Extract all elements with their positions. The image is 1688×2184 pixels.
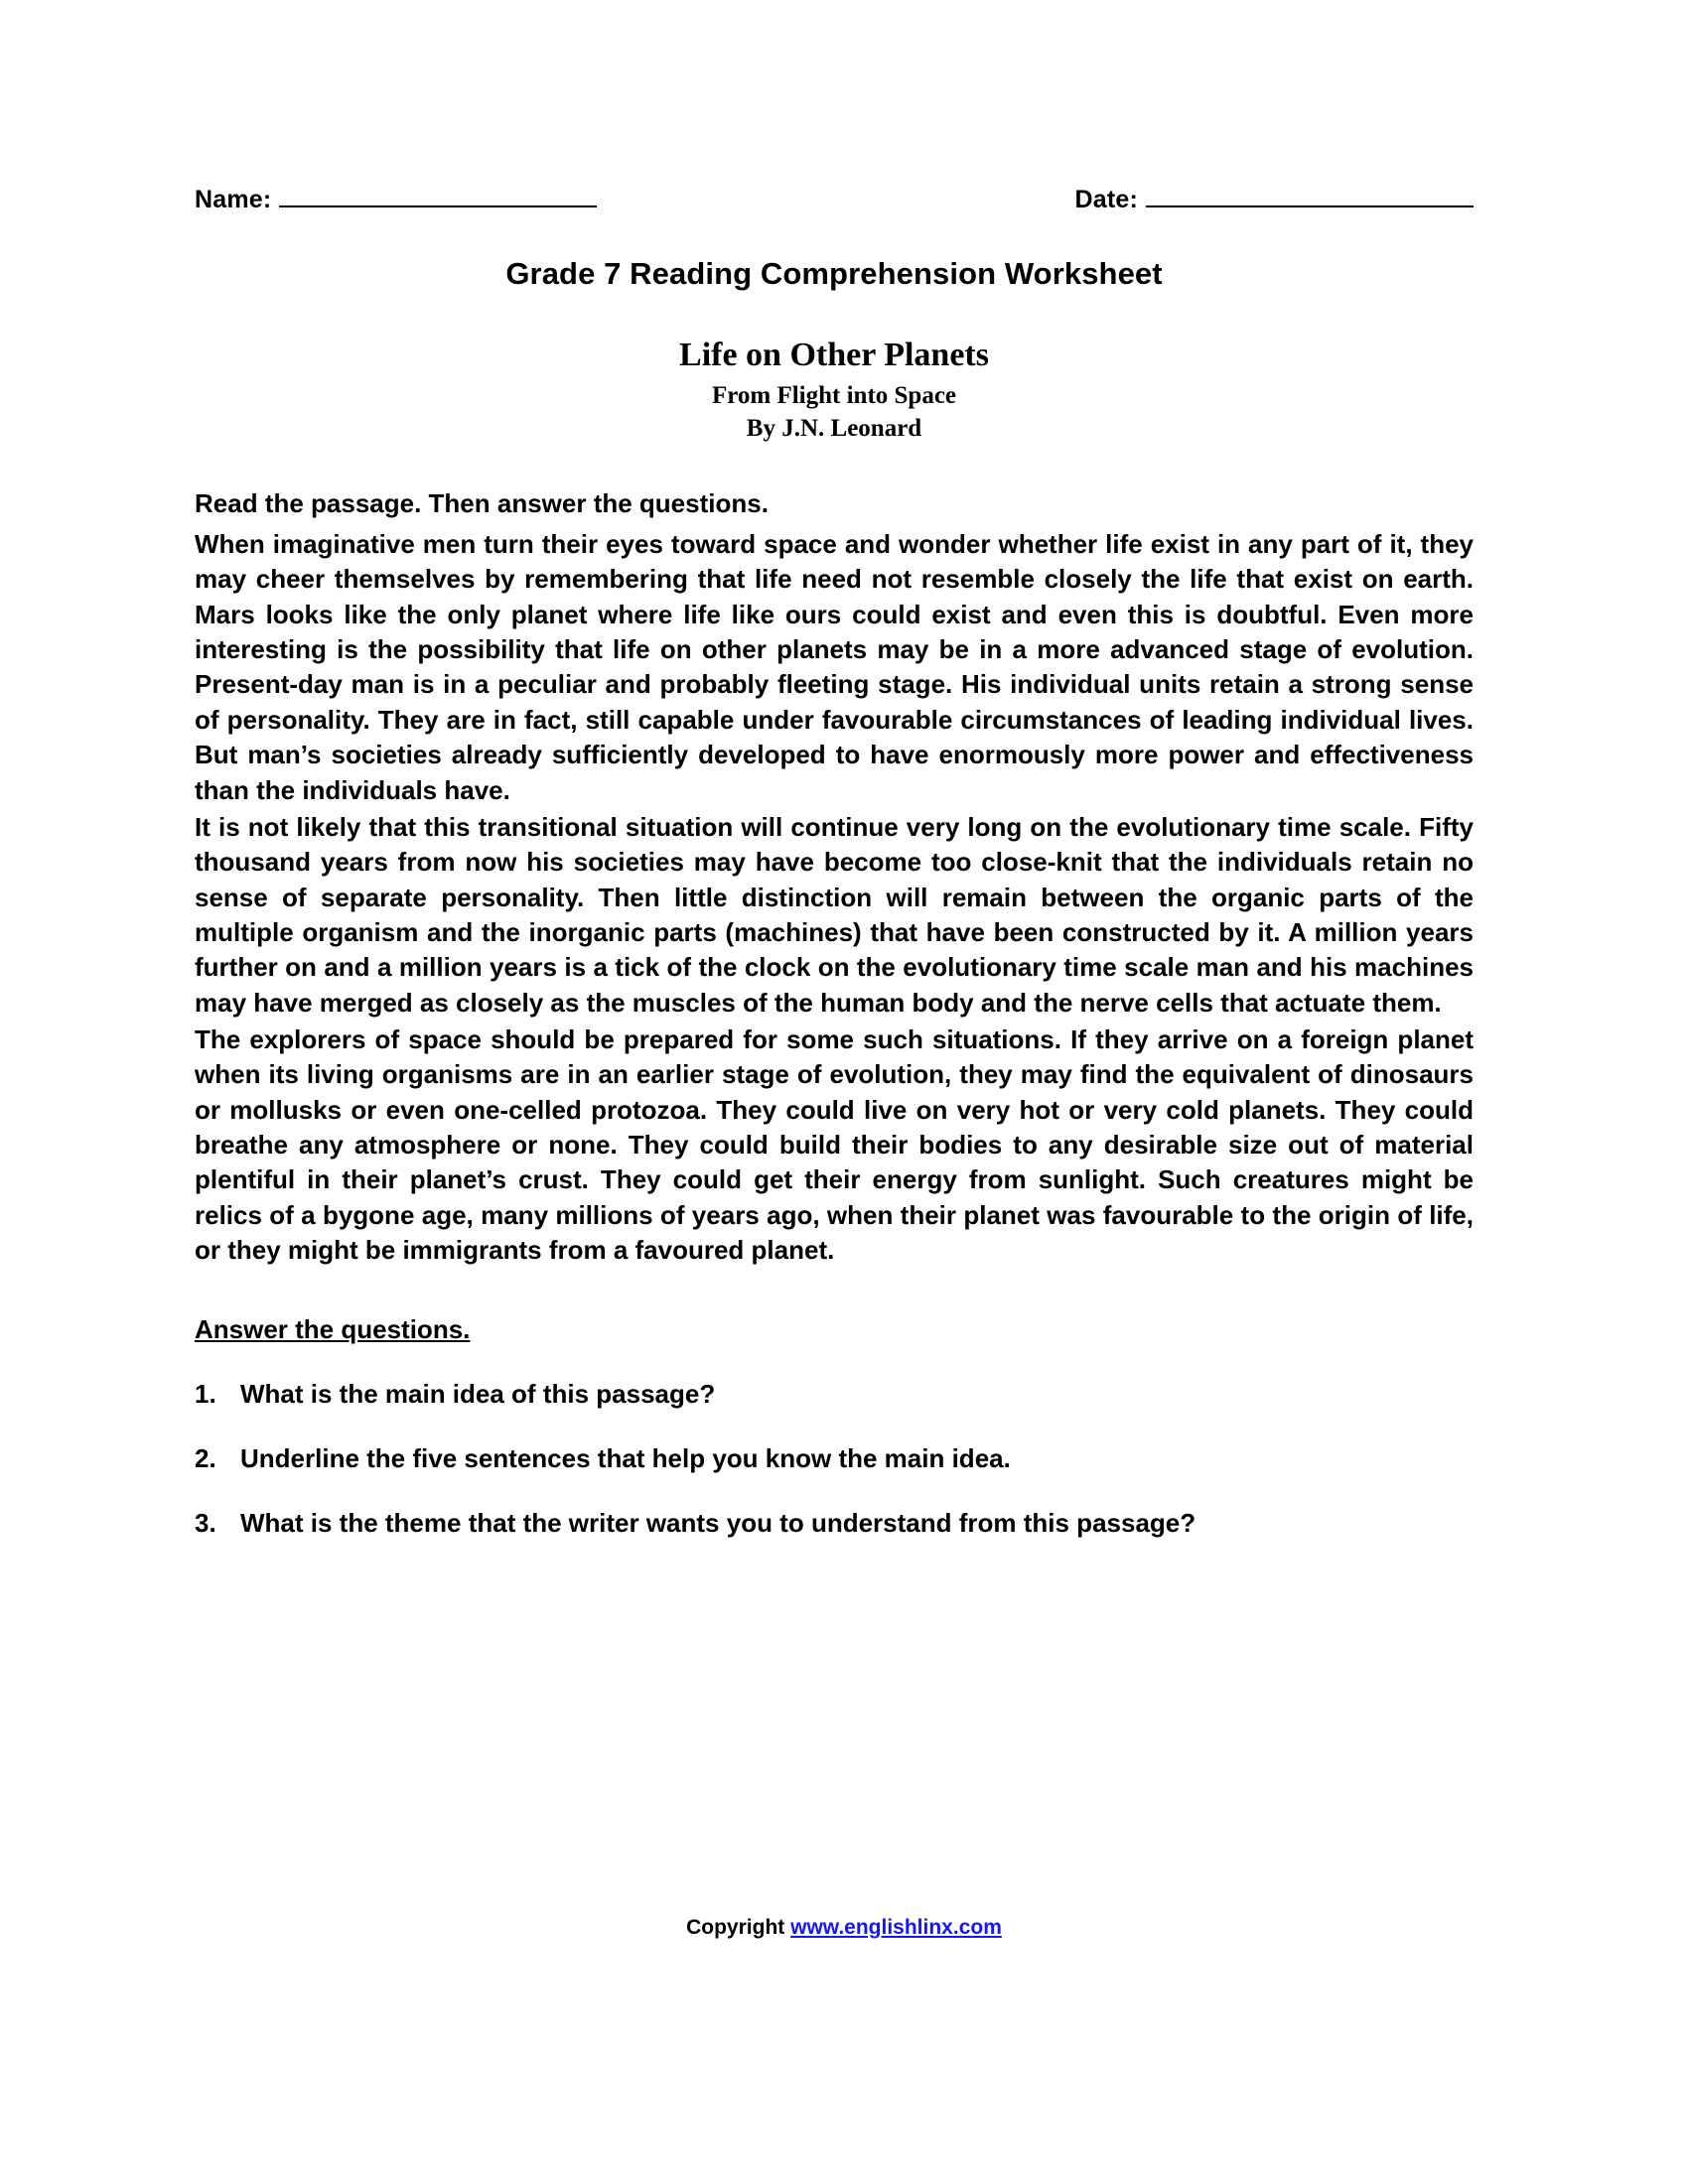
date-label: Date: [1074, 186, 1138, 213]
passage-author: By J.N. Leonard [746, 415, 922, 442]
answer-questions-heading: Answer the questions. [195, 1313, 471, 1344]
date-input-line[interactable] [1146, 184, 1474, 207]
name-field [195, 184, 597, 214]
englishlinx-link[interactable]: www.englishlinx.com [790, 1916, 1002, 1939]
date-field [1074, 184, 1474, 214]
worksheet-title: Grade 7 Reading Comprehension Worksheet [505, 256, 1163, 291]
passage-paragraph-3: The explorers of space should be prepared for some such situations. If they arrive on a foreign planet when its living organisms are in an earlier stage of evolution, they may find the equivalent of dinosaurs or mollusks or even one-celled protozoa. They could live on very hot or very cold planets. They could breathe any atmosphere or none. They could build their bodies to any desirable size out of material plentiful in their planet’s crust. They could get their energy from sunlight. Such creatures might be relics of a bygone age, many millions of years ago, when their planet was favourable to the origin of life, or they might be immigrants from a favoured planet. [195, 1024, 1474, 1266]
question-3 [195, 1508, 1474, 1539]
question-1 [195, 1379, 1474, 1410]
name-date-row [195, 184, 1474, 214]
question-2-number: 2. [195, 1442, 216, 1473]
question-3-number: 3. [195, 1507, 216, 1538]
question-2 [195, 1443, 1474, 1474]
passage-source: From Flight into Space [711, 382, 957, 409]
copyright-label: Copyright [686, 1916, 791, 1939]
name-label: Name: [195, 186, 272, 213]
question-3-text: What is the theme that the writer wants you to understand from this passage? [240, 1507, 1196, 1538]
passage-paragraph-1: When imaginative men turn their eyes toward space and wonder whether life exist in any part of it, they may cheer themselves by remembering that life need not resemble closely the life that exist on earth. Mars looks like the only planet where life like ours could exist and even this is doubtful. Even more interesting is the possibility that life on other planets may be in a more advanced stage of evolution. Present-day man is in a peculiar and probably fleeting stage. His individual units retain a strong sense of personality. They are in fact, still capable under favourable circumstances of leading individual lives. But man’s societies already sufficiently developed to have enormously more power and effectiveness than the individuals have. [195, 529, 1474, 805]
reading-instruction: Read the passage. Then answer the questions. [195, 488, 769, 518]
passage-paragraph-2: It is not likely that this transitional situation will continue very long on the evolutionary time scale. Fifty thousand years from now his societies may have become too close-knit that the individuals retain no sense of separate personality. Then little distinction will remain between the organic parts of the multiple organism and the inorganic parts (machines) that have been constructed by it. A million years further on and a million years is a tick of the clock on the evolutionary time scale man and his machines may have merged as closely as the muscles of the human body and the nerve cells that actuate them. [195, 811, 1474, 1018]
worksheet-content [195, 184, 1474, 1539]
question-1-number: 1. [195, 1378, 216, 1409]
footer [0, 1916, 1688, 1940]
name-input-line[interactable] [279, 184, 597, 207]
question-1-text: What is the main idea of this passage? [240, 1378, 716, 1409]
passage-title: Life on Other Planets [679, 337, 989, 373]
question-2-text: Underline the five sentences that help you know the main idea. [240, 1442, 1011, 1473]
